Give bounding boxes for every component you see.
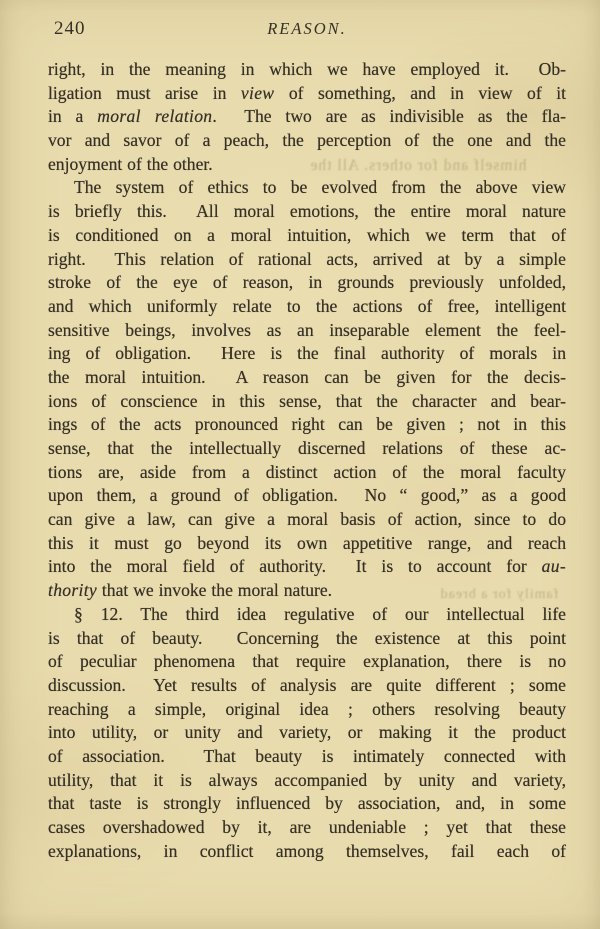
text-line: tions are, aside from a distinct action of the moral faculty	[48, 461, 566, 482]
text-line: is that of beauty. Concerning the existence at this point	[48, 627, 566, 648]
text-line: of peculiar phenomena that require explanation, there is no	[48, 651, 566, 672]
text-line: The system of ethics to be evolved from the above view	[74, 177, 566, 198]
text-line: into the moral field of authority. It is to account for au-	[48, 556, 566, 577]
bleedthrough-text: himself and for others. All the	[309, 157, 527, 174]
text-line: in a moral relation. The two are as indivisible as the fla-	[48, 106, 567, 127]
text-line: enjoyment of the other.	[48, 153, 213, 174]
text-body	[48, 58, 566, 863]
running-header: REASON.	[267, 19, 347, 38]
text-line: this it must go beyond its own appetitive range, and reach	[48, 532, 566, 553]
text-line: the moral intuition. A reason can be given for the decis-	[48, 366, 566, 387]
page-number: 240	[54, 18, 86, 39]
text-line: § 12. The third idea regulative of our intellectual life	[74, 603, 566, 624]
text-line: reaching a simple, original idea ; others resolving beauty	[48, 698, 566, 719]
page-header	[48, 18, 566, 42]
text-line: ing of obligation. Here is the final authority of morals in	[48, 343, 566, 364]
text-line: thority that we invoke the moral nature.	[48, 580, 333, 601]
text-line: stroke of the eye of reason, in grounds previously unfolded,	[48, 272, 566, 293]
text-line: vor and savor of a peach, the perception of the one and the	[48, 130, 566, 151]
text-line: that taste is strongly influenced by association, and, in some	[48, 793, 566, 814]
text-line: ings of the acts pronounced right can be given ; not in this	[48, 414, 566, 435]
paragraph	[48, 176, 566, 602]
paragraph	[48, 603, 566, 864]
text-line: ions of conscience in this sense, that the character and bear-	[48, 390, 566, 411]
text-line: explanations, in conflict among themselves, fail each of	[48, 840, 566, 861]
text-line: sense, that the intellectually discerned relations of these ac-	[48, 438, 566, 458]
text-line: into utility, or unity and variety, or making it the product	[48, 722, 566, 743]
text-line: discussion. Yet results of analysis are quite different ; some	[48, 674, 566, 695]
text-line: sensitive beings, involves as an inseparable element the feel-	[48, 319, 566, 340]
text-line: can give a law, can give a moral basis of action, since to do	[48, 509, 566, 530]
text-line: is conditioned on a moral intuition, which we term that of	[48, 224, 566, 245]
text-line: right, in the meaning in which we have employed it. Ob-	[48, 59, 566, 79]
text-line: of association. That beauty is intimately connected with	[48, 745, 566, 766]
text-line: cases overshadowed by it, are undeniable ; yet that these	[48, 817, 566, 837]
text-line: upon them, a ground of obligation. No “ good,” as a good	[48, 485, 566, 506]
paragraph	[48, 58, 566, 176]
text-line: is briefly this. All moral emotions, the entire moral nature	[48, 201, 566, 222]
text-line: right. This relation of rational acts, arrived at by a simple	[48, 248, 566, 269]
text-line: utility, that it is always accompanied by unity and variety,	[48, 769, 566, 790]
bleedthrough-text: family for a bread	[439, 587, 559, 602]
text-line: ligation must arise in view of something, and in view of it	[48, 82, 566, 103]
text-line: and which uniformly relate to the actions of free, intelligent	[48, 295, 566, 316]
